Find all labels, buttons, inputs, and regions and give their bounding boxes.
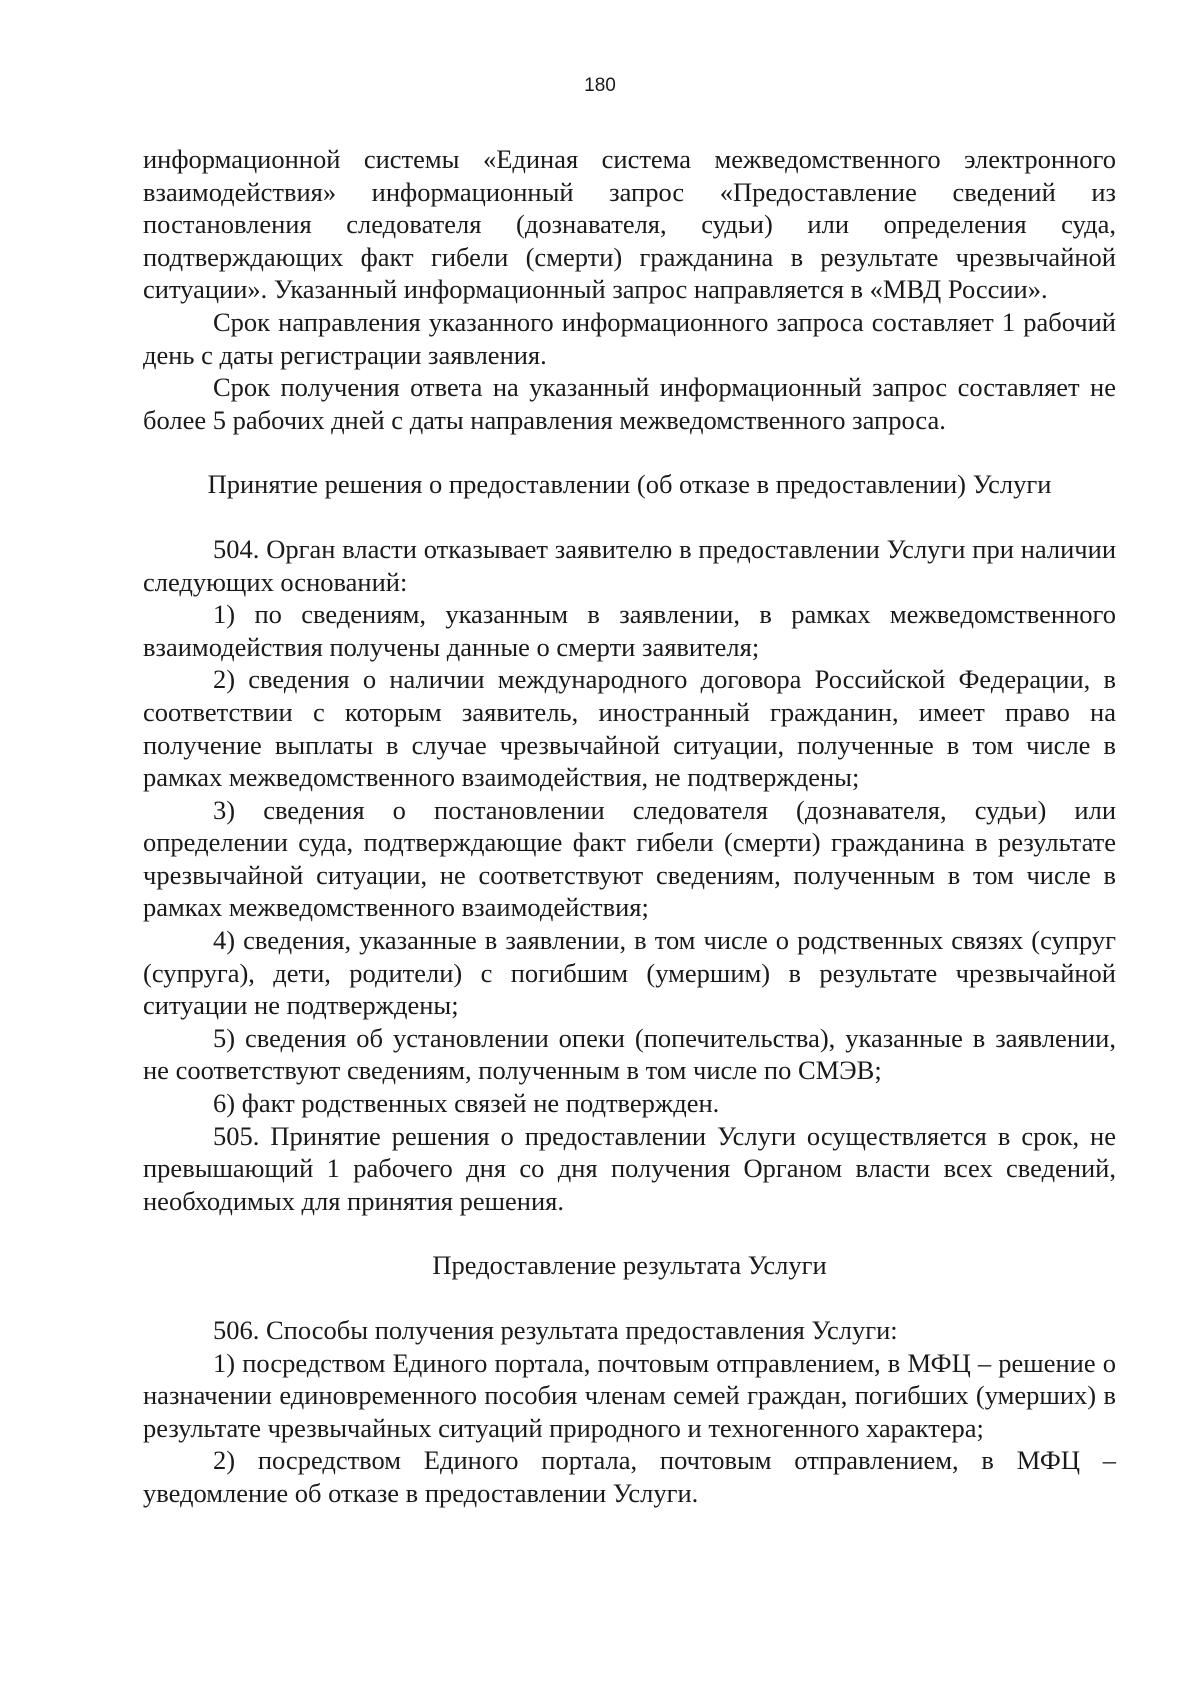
list-item-result-2: 2) посредством Единого портала, почтовым отправлением, в МФЦ – уведомление об отказе в предоставлении Услуги. (143, 1445, 1116, 1508)
list-item-ground-3: 3) сведения о постановлении следователя (дознавателя, судьи) или определении суда, подтверждающие факт гибели (смерти) гражданина в результате чрезвычайной ситуации, не соответствуют сведениям, полученным в том числе в рамках межведомственного взаимодействия; (143, 794, 1116, 923)
paragraph-504-refusal-grounds: 504. Орган власти отказывает заявителю в предоставлении Услуги при наличии следующих оснований: (143, 533, 1116, 597)
list-item-ground-1: 1) по сведениям, указанным в заявлении, в рамках межведомственного взаимодействия получены данные о смерти заявителя; (143, 599, 1116, 662)
paragraph-506-result-methods: 506. Способы получения результата предоставления Услуги: (213, 1315, 898, 1345)
section-heading-result: Предоставление результата Услуги (432, 1250, 827, 1281)
list-item-ground-4: 4) сведения, указанные в заявлении, в том числе о родственных связях (супруг (супруга), дети, родители) с погибшим (умершим) в результате чрезвычайной ситуации не подтверждены; (143, 925, 1116, 1021)
paragraph-request-deadline: Срок направления указанного информационного запроса составляет 1 рабочий день с даты регистрации заявления. (143, 306, 1116, 370)
list-item-result-1: 1) посредством Единого портала, почтовым отправлением, в МФЦ – решение о назначении единовременного пособия членам семей граждан, погибших (умерших) в результате чрезвычайных ситуаций природного и техногенного характера; (143, 1347, 1116, 1443)
paragraph-505-decision-term: 505. Принятие решения о предоставлении Услуги осуществляется в срок, не превышающий 1 рабочего дня со дня получения Органом власти всех сведений, необходимых для принятия решения. (143, 1120, 1116, 1216)
list-item-ground-2: 2) сведения о наличии международного договора Российской Федерации, в соответствии с которым заявитель, иностранный гражданин, имеет право на получение выплаты в случае чрезвычайной ситуации, полученные в том числе в рамках межведомственного взаимодействия, не подтверждены; (143, 664, 1116, 793)
page-number: 180 (584, 75, 616, 96)
section-heading-decision: Принятие решения о предоставлении (об отказе в предоставлении) Услуги (207, 469, 1052, 500)
paragraph-response-deadline: Срок получения ответа на указанный информационный запрос составляет не более 5 рабочих дней с даты направления межведомственного запроса. (143, 372, 1116, 435)
list-item-ground-5: 5) сведения об установлении опеки (попечительства), указанные в заявлении, не соответствуют сведениям, полученным в том числе по СМЭВ; (143, 1022, 1116, 1086)
paragraph-esmev-request: информационной системы «Единая система межведомственного электронного взаимодействия» информационный запрос «Предоставление сведений из постановления следователя (дознавателя, судьи) или определения суда, подтверждающих факт гибели (смерти) гражданина в результате чрезвычайной ситуации». Указанный информационный запрос направляется в «МВД России». (143, 144, 1116, 305)
document-body (143, 143, 1116, 1510)
list-item-ground-6: 6) факт родственных связей не подтвержден. (213, 1088, 720, 1119)
